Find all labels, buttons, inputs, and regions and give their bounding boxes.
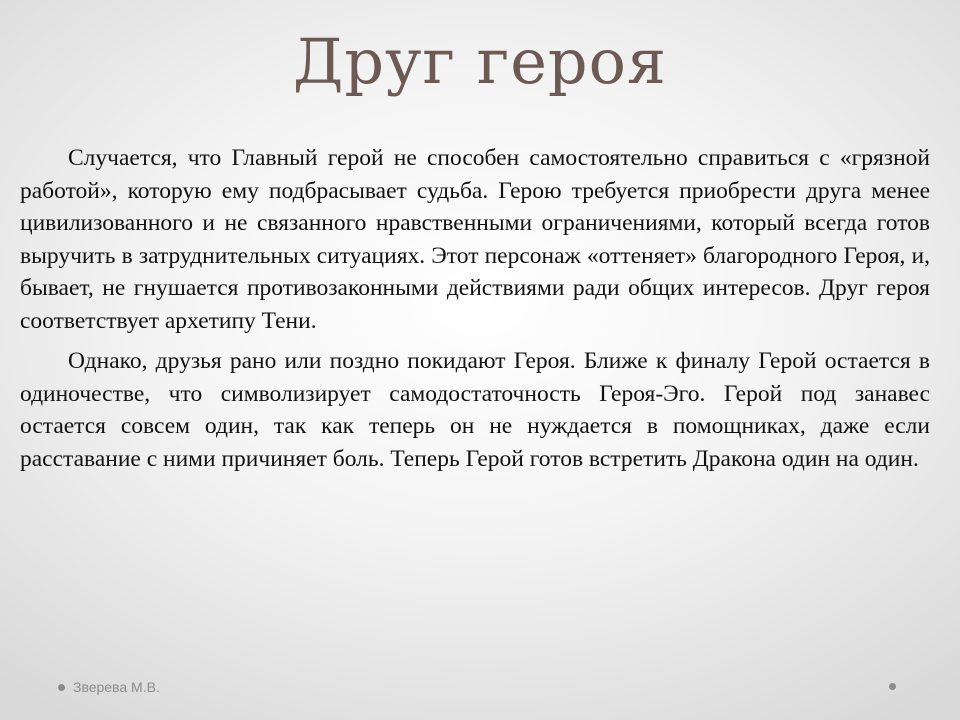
paragraph-1: Случается, что Главный герой не способен самостоятельно справиться с «грязной работой», которую ему подбрасывает судьба. Герою требуется приобрести друга менее цивилизованного и не связанного нравственными ограничениями, который всегда готов выручить в затруднительных ситуациях. Этот персонаж «оттеняет» благородного Героя, и, бывает, не гнушается противозаконными действиями ради общих интересов. Друг героя соответствует архетипу Тени. [20, 145, 930, 334]
author-name: Зверева М.В. [73, 679, 160, 695]
page-dot-icon [889, 683, 896, 690]
bullet-dot-icon [58, 684, 65, 691]
slide-title: Друг героя [292, 25, 668, 98]
paragraph-2: Однако, друзья рано или поздно покидают Героя. Ближе к финалу Герой остается в одиночестве, что символизирует самодостаточность Героя-Эго. Герой под занавес остается совсем один, так как теперь он не нуждается в помощниках, даже если расставание с ними причиняет боль. Теперь Герой готов встретить Дракона один на один. [20, 348, 930, 472]
slide-body [20, 142, 930, 483]
footer-author [58, 679, 160, 695]
